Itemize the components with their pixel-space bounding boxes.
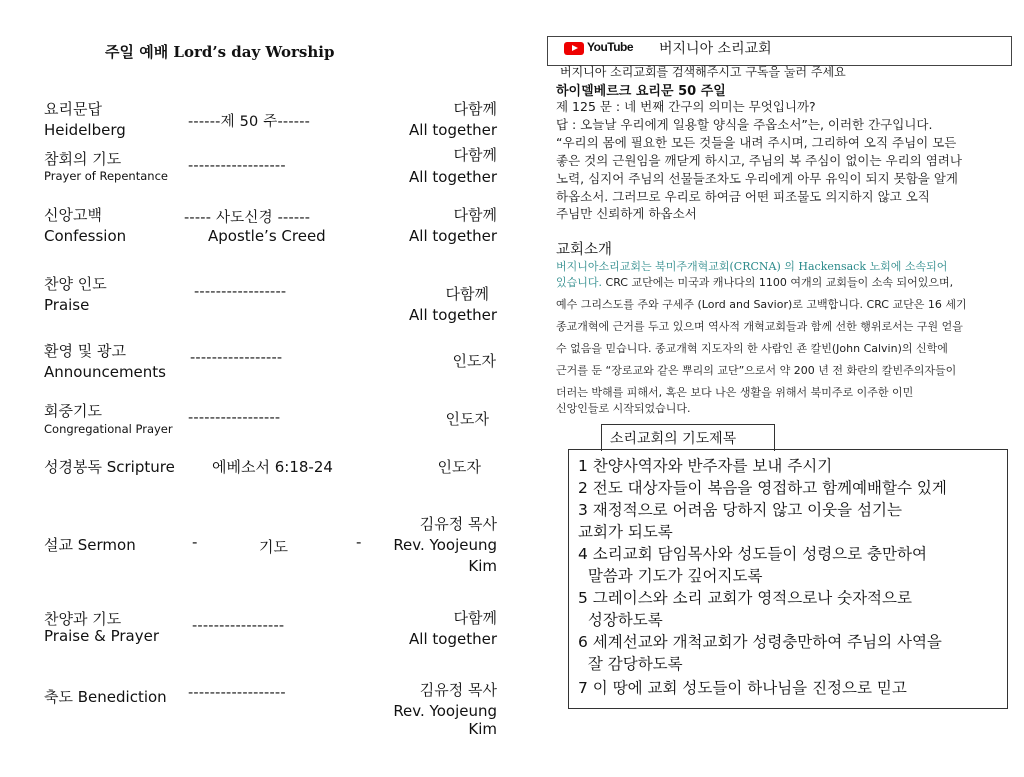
- row-praise-middle: -----------------: [194, 284, 287, 300]
- row-heidelberg-right-en: All together: [409, 121, 497, 139]
- prayer-line: 2 전도 대상자들이 복음을 영접하고 함께예배할수 있게: [578, 479, 947, 497]
- prayer-line: 3 재정적으로 어려움 당하지 않고 이웃을 섬기는: [578, 501, 902, 519]
- intro-heading: 교회소개: [556, 242, 613, 258]
- catechism-line: 좋은 것의 근원임을 깨닫게 하시고, 주님의 복 주심이 없이는 우리의 염려나: [556, 153, 962, 168]
- row-congregational-middle: -----------------: [188, 410, 281, 426]
- youtube-logo-text: YouTube: [587, 40, 634, 54]
- prayer-line: 말씀과 기도가 깊어지도록: [578, 567, 763, 585]
- row-confession-right-ko: 다함께: [453, 206, 497, 224]
- row-announcements-middle: -----------------: [190, 350, 283, 366]
- intro-line: 신앙인들로 시작되었습니다.: [556, 402, 691, 415]
- row-scripture-label: 성경봉독 Scripture: [44, 458, 175, 476]
- intro-line: 종교개혁에 근거를 두고 있으며 역사적 개혁교회들과 함께 선한 행위로서는 구원 얻을: [556, 320, 963, 333]
- row-congregational-label-en: Congregational Prayer: [44, 422, 173, 436]
- row-confession-middle-sub: Apostle’s Creed: [208, 227, 326, 245]
- row-repentance-right-en: All together: [409, 168, 497, 186]
- youtube-play-icon: [564, 42, 584, 55]
- row-confession-right-en: All together: [409, 227, 497, 245]
- row-praise-right-ko: 다함께: [445, 285, 489, 303]
- row-praise-label-ko: 찬양 인도: [44, 275, 107, 293]
- row-repentance-middle: ------------------: [188, 158, 286, 174]
- row-praise-prayer-label-en: Praise & Prayer: [44, 627, 159, 645]
- row-heidelberg-label-ko: 요리문답: [44, 100, 102, 118]
- row-scripture-middle: 에베소서 6:18-24: [212, 458, 333, 476]
- row-sermon-label: 설교 Sermon: [44, 536, 136, 554]
- worship-title: 주일 예배 Lord’s day Worship: [105, 43, 335, 61]
- intro-line: CRC 교단에는 미국과 캐나다의 1100 여개의 교회들이 소속 되어있으며,: [602, 276, 954, 289]
- row-heidelberg-middle: ------제 50 주------: [188, 114, 311, 130]
- youtube-logo[interactable]: [564, 40, 634, 55]
- row-congregational-label-ko: 회중기도: [44, 402, 102, 420]
- row-praise-prayer-label-ko: 찬양과 기도: [44, 610, 122, 628]
- row-sermon-dash-right: -: [356, 533, 362, 551]
- catechism-line: 노력, 심지어 주님의 선물들조차도 우리에게 아무 유익이 되지 못함을 알게: [556, 171, 958, 186]
- prayer-line: 잘 감당하도록: [578, 655, 683, 673]
- row-heidelberg-label-en: Heidelberg: [44, 121, 126, 139]
- row-praise-prayer-right-en: All together: [409, 630, 497, 648]
- intro-teal-line: 버지니아소리교회는 북미주개혁교회(CRCNA) 의 Hackensack 노회에 소속되어: [556, 260, 948, 273]
- youtube-subtitle: 버지니아 소리교회를 검색해주시고 구독을 눌러 주세요: [560, 65, 846, 79]
- prayer-line: 6 세계선교와 개척교회가 성령충만하여 주님의 사역을: [578, 633, 942, 651]
- intro-teal-start: 있습니다.: [556, 276, 603, 289]
- catechism-heading: 하이델베르크 요리문 50 주일: [556, 84, 726, 99]
- row-benediction-middle: ------------------: [188, 685, 286, 701]
- intro-line: 수 없음을 믿습니다. 종교개혁 지도자의 한 사람인 죤 칼빈(John Calvin)의 신학에: [556, 342, 948, 355]
- row-praise-prayer-right-ko: 다함께: [453, 609, 497, 627]
- prayer-line: 성장하도록: [578, 611, 663, 629]
- row-announcements-label-en: Announcements: [44, 363, 166, 381]
- row-sermon-right-ko: 김유정 목사: [419, 515, 497, 533]
- row-announcements-label-ko: 환영 및 광고: [44, 342, 126, 360]
- catechism-line: “우리의 몸에 필요한 모든 것들을 내려 주시며, 그리하여 오직 주님이 모든: [556, 135, 957, 150]
- row-announcements-right-ko: 인도자: [452, 352, 496, 370]
- prayer-line: 5 그레이스와 소리 교회가 영적으로나 숫자적으로: [578, 589, 912, 607]
- prayer-line: 7 이 땅에 교회 성도들이 하나님을 진정으로 믿고: [578, 679, 907, 697]
- row-benediction-right-en2: Kim: [468, 720, 497, 738]
- row-sermon-middle: 기도: [259, 538, 288, 556]
- row-benediction-label: 축도 Benediction: [44, 688, 167, 706]
- row-praise-prayer-middle: -----------------: [192, 618, 285, 634]
- row-confession-label-ko: 신앙고백: [44, 206, 102, 224]
- row-praise-right-en: All together: [409, 306, 497, 324]
- intro-line: 예수 그리스도를 주와 구세주 (Lord and Savior)로 고백합니다. CRC 교단은 16 세기: [556, 298, 967, 311]
- row-praise-label-en: Praise: [44, 296, 90, 314]
- row-confession-middle: ----- 사도신경 ------: [184, 210, 311, 226]
- row-benediction-right-ko: 김유정 목사: [419, 681, 497, 699]
- catechism-line: 제 125 문 : 네 번째 간구의 의미는 무엇입니까?: [556, 99, 816, 114]
- catechism-line: 답 : 오늘날 우리에게 일용할 양식을 주옵소서”는, 이러한 간구입니다.: [556, 117, 933, 132]
- row-sermon-right-en: Rev. Yoojeung: [393, 536, 497, 554]
- intro-line: 더러는 박해를 피해서, 혹은 보다 나은 생활을 위해서 북미주로 이주한 이민: [556, 386, 914, 399]
- prayer-line: 4 소리교회 담임목사와 성도들이 성령으로 충만하여: [578, 545, 927, 563]
- row-repentance-label-en: Prayer of Repentance: [44, 169, 168, 183]
- row-congregational-right-ko: 인도자: [445, 410, 489, 428]
- row-scripture-right-ko: 인도자: [437, 458, 481, 476]
- prayer-line: 교회가 되도록: [578, 523, 673, 541]
- youtube-channel-name: 버지니아 소리교회: [659, 41, 772, 57]
- catechism-line: 주님만 신뢰하게 하옵소서: [556, 206, 697, 221]
- prayer-tab-label: 소리교회의 기도제목: [610, 431, 737, 447]
- row-heidelberg-right-ko: 다함께: [453, 100, 497, 118]
- row-sermon-dash-left: -: [192, 533, 198, 551]
- row-confession-label-en: Confession: [44, 227, 127, 245]
- intro-line: 근거를 둔 “장로교와 같은 뿌리의 교단”으로서 약 200 년 전 화란의 칼빈주의자들이: [556, 364, 957, 377]
- row-repentance-right-ko: 다함께: [453, 146, 497, 164]
- row-sermon-right-en2: Kim: [468, 557, 497, 575]
- row-benediction-right-en: Rev. Yoojeung: [393, 702, 497, 720]
- prayer-line: 1 찬양사역자와 반주자를 보내 주시기: [578, 457, 833, 475]
- catechism-line: 하옵소서. 그러므로 우리로 하여금 어떤 피조물도 의지하지 않고 오직: [556, 189, 930, 204]
- row-repentance-label-ko: 참회의 기도: [44, 150, 122, 168]
